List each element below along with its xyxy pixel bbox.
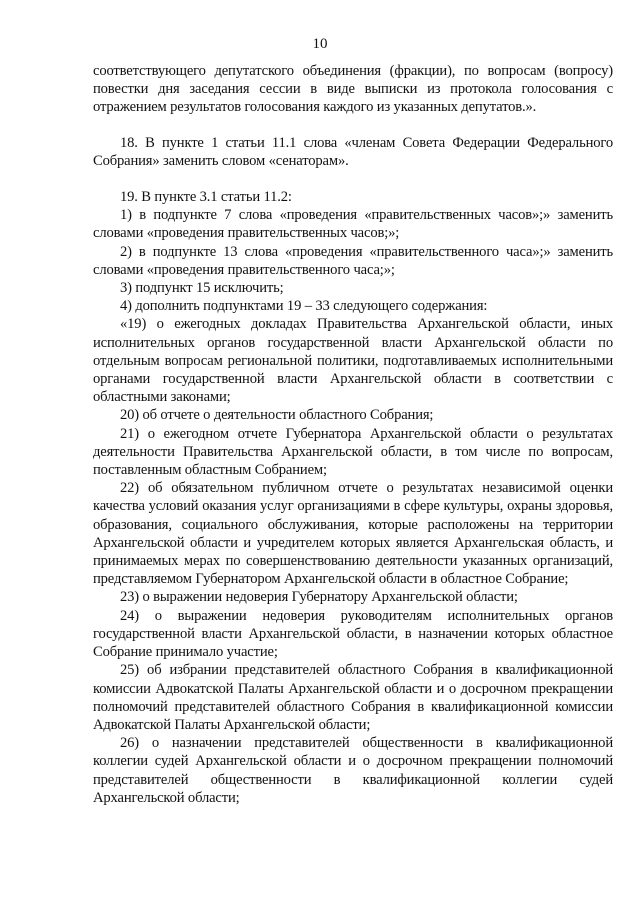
paragraph-item-19: 19. В пункте 3.1 статьи 11.2:: [120, 189, 292, 206]
paragraph-clause-26: 26) о назначении представителей общественности в квалификационной коллегии судей Архангельской области и о досрочном прекращении полномочий представителей общественности в квалификационной коллегии судей Архангельской области;: [93, 735, 613, 806]
page-number: 10: [312, 36, 328, 52]
paragraph-item-18: 18. В пункте 1 статьи 11.1 слова «членам Совета Федерации Федерального Собрания» заменить словом «сенаторам».: [93, 134, 613, 169]
paragraph-clause-19: «19) о ежегодных докладах Правительства Архангельской области, иных исполнительных органов государственной власти Архангельской области по отдельным вопросам региональной политики, подготавливаемых исполнительными органами государственной власти Архангельской области в соответствии с областными законами;: [93, 316, 613, 406]
paragraph-continuation: соответствующего депутатского объединения (фракции), по вопросам (вопросу) повестки дня заседания сессии в виде выписки из протокола голосования с отражением результатов голосования каждого из указанных депутатов.».: [93, 63, 613, 116]
paragraph-subitem-4: 4) дополнить подпунктами 19 – 33 следующего содержания:: [120, 298, 488, 315]
paragraph-clause-20: 20) об отчете о деятельности областного Собрания;: [120, 407, 434, 424]
paragraph-subitem-1: 1) в подпункте 7 слова «проведения «правительственных часов»;» заменить словами «проведения правительственных часов;»;: [93, 207, 613, 242]
paragraph-clause-22: 22) об обязательном публичном отчете о результатах независимой оценки качества условий оказания услуг организациями в сфере культуры, охраны здоровья, образования, социального обслуживания, которые расположены на территории Архангельской области и учредителем которых является Архангельская область, и принимаемых мерах по совершенствованию деятельности указанных организаций, представляемом Губернатором Архангельской области в областное Собрание;: [93, 480, 613, 588]
paragraph-clause-24: 24) о выражении недоверия руководителям исполнительных органов государственной власти Архангельской области, в назначении которых областное Собрание принимало участие;: [93, 607, 613, 661]
paragraph-clause-21: 21) о ежегодном отчете Губернатора Архангельской области о результатах деятельности Правительства Архангельской области, в том числе по вопросам, поставленным областным Собранием;: [93, 425, 613, 479]
document-body: [93, 62, 613, 807]
paragraph-subitem-3: 3) подпункт 15 исключить;: [120, 280, 284, 297]
paragraph-clause-25: 25) об избрании представителей областного Собрания в квалификационной комиссии Адвокатской Палаты Архангельской области и о досрочном прекращении полномочий представителей областного Собрания в квалификационной комиссии Адвокатской Палаты Архангельской области;: [93, 662, 613, 733]
paragraph-subitem-2: 2) в подпункте 13 слова «проведения «правительственного часа»;» заменить словами «проведения правительственного часа;»;: [93, 243, 613, 278]
paragraph-clause-23: 23) о выражении недоверия Губернатору Архангельской области;: [120, 589, 518, 606]
